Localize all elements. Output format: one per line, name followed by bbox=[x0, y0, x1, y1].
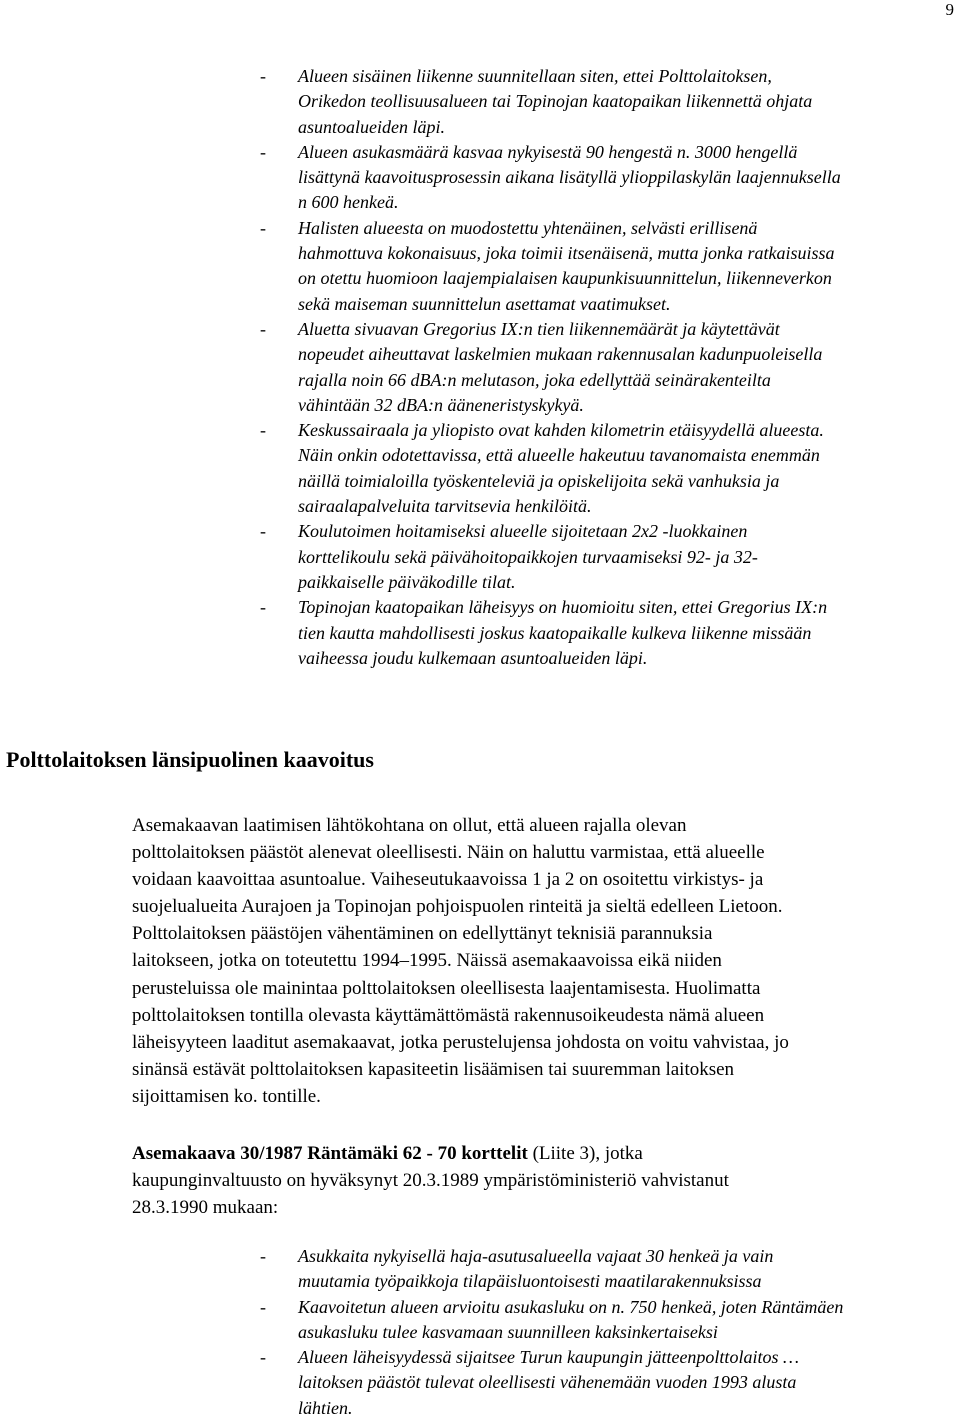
paragraph-line: läheisyyteen laaditut asemakaavat, jotka perustelujensa johdosta on voitu vahvistaa, jo bbox=[132, 1031, 789, 1053]
list-item bbox=[258, 519, 950, 595]
list-line: asuntoalueiden läpi. bbox=[298, 116, 445, 137]
paragraph-line: sinänsä estävät polttolaitoksen kapasiteetin lisäämisen tai suuremman laitoksen bbox=[132, 1058, 735, 1080]
list-dash: - bbox=[260, 1347, 266, 1368]
list-line: Alueen sisäinen liikenne suunnitellaan siten, ettei Polttolaitoksen, bbox=[298, 66, 772, 86]
list-dash: - bbox=[260, 141, 266, 162]
list-line: muutamia työpaikkoja tilapäisluontoisesti maatilarakennuksissa bbox=[298, 1271, 762, 1292]
list-item bbox=[258, 64, 950, 140]
body-paragraph bbox=[132, 812, 940, 1110]
paragraph-line: suojelualueita Aurajoen ja Topinojan pohjoispuolen rinteitä ja sieltä edelleen Lietoon. bbox=[132, 896, 783, 918]
list-line: vaiheessa joudu kulkemaan asuntoalueiden läpi. bbox=[298, 647, 648, 668]
list-line: Kaavoitetun alueen arvioitu asukasluku on n. 750 henkeä, joten Räntämäen bbox=[298, 1296, 844, 1317]
list-line: laitoksen päästöt tulevat oleellisesti vähenemään vuoden 1993 alusta bbox=[298, 1372, 797, 1393]
paragraph-line: 28.3.1990 mukaan: bbox=[132, 1197, 279, 1219]
plan-list bbox=[258, 1244, 950, 1421]
list-line: hahmottuva kokonaisuus, joka toimii itsenäisenä, mutta jonka ratkaisuissa bbox=[298, 243, 835, 264]
paragraph-line: perusteluissa ole mainintaa polttolaitoksen oleellisesta laajentamisesta. Huolimatta bbox=[132, 977, 761, 999]
list-item bbox=[258, 317, 950, 418]
paragraph-line: voidaan kaavoittaa asuntoalue. Vaiheseutukaavoissa 1 ja 2 on osoitettu virkistys- ja bbox=[132, 869, 764, 891]
list-line: Halisten alueesta on muodostettu yhtenäinen, selvästi erillisenä bbox=[298, 217, 758, 238]
list-dash: - bbox=[260, 217, 266, 238]
list-line: paikkaiselle päiväkodille tilat. bbox=[298, 571, 516, 592]
list-line: on otettu huomioon laajempialaisen kaupunkisuunnittelun, liikenneverkon bbox=[298, 268, 832, 289]
list-line: n 600 henkeä. bbox=[298, 192, 399, 213]
list-line: näillä toimialoilla työskenteleviä ja opiskelijoita sekä vanhuksia ja bbox=[298, 470, 780, 491]
list-line: Orikedon teollisuusalueen tai Topinojan kaatopaikan liikennettä ohjata bbox=[298, 91, 813, 112]
list-dash: - bbox=[260, 1296, 266, 1317]
paragraph-line: sijoittamisen ko. tontille. bbox=[132, 1085, 321, 1107]
list-item bbox=[258, 216, 950, 317]
list-line: sairaalapalveluita tarvitsevia henkilöitä. bbox=[298, 496, 592, 517]
requirements-list bbox=[258, 64, 950, 671]
list-line: Alueen asukasmäärä kasvaa nykyisestä 90 hengestä n. 3000 hengellä bbox=[298, 141, 798, 162]
list-line: Alueen läheisyydessä sijaitsee Turun kaupungin jätteenpolttolaitos … bbox=[298, 1347, 799, 1368]
list-dash: - bbox=[260, 420, 266, 441]
paragraph-line: laitokseen, jotka on toteutettu 1994–1995. Näissä asemakaavoissa eikä niiden bbox=[132, 950, 722, 972]
list-line: vähintään 32 dBA:n ääneneristyskykyä. bbox=[298, 394, 584, 415]
list-item bbox=[258, 418, 950, 519]
list-line: lähtien. bbox=[298, 1397, 353, 1418]
list-dash: - bbox=[260, 318, 266, 339]
list-line: Keskussairaala ja yliopisto ovat kahden kilometrin etäisyydellä alueesta. bbox=[298, 420, 824, 441]
list-line: Asukkaita nykyisellä haja-asutusalueella vajaat 30 henkeä ja vain bbox=[298, 1246, 774, 1266]
plan-paragraph bbox=[132, 1140, 940, 1221]
list-line: sekä maiseman suunnittelun asettamat vaatimukset. bbox=[298, 293, 671, 314]
list-line: Topinojan kaatopaikan läheisyys on huomioitu siten, ettei Gregorius IX:n bbox=[298, 597, 828, 618]
list-dash: - bbox=[260, 597, 266, 618]
section-heading: Polttolaitoksen länsipuolinen kaavoitus bbox=[6, 747, 374, 772]
list-dash: - bbox=[260, 66, 266, 86]
list-item bbox=[258, 1244, 950, 1295]
plan-title: Asemakaava 30/1987 Räntämäki 62 - 70 korttelit bbox=[132, 1143, 528, 1164]
list-item bbox=[258, 1345, 950, 1421]
paragraph-line: polttolaitoksen päästöt alenevat oleellisesti. Näin on haluttu varmistaa, että alueelle bbox=[132, 842, 765, 864]
list-line: Koulutoimen hoitamiseksi alueelle sijoitetaan 2x2 -luokkainen bbox=[298, 521, 748, 542]
list-item bbox=[258, 595, 950, 671]
paragraph-line: polttolaitoksen tontilla olevasta käyttämättömästä rakennusoikeudesta nämä alueen bbox=[132, 1004, 765, 1026]
list-line: korttelikoulu sekä päivähoitopaikkojen turvaamiseksi 92- ja 32- bbox=[298, 546, 758, 567]
list-item bbox=[258, 140, 950, 216]
list-line: nopeudet aiheuttavat laskelmien mukaan rakennusalan kadunpuoleisella bbox=[298, 344, 823, 365]
paragraph-line bbox=[132, 1140, 940, 1167]
list-dash: - bbox=[260, 1246, 266, 1266]
list-line: lisättynä kaavoitusprosessin aikana lisätyllä ylioppilaskylän laajennuksella bbox=[298, 167, 841, 188]
list-item bbox=[258, 1295, 950, 1346]
page-number: 9 bbox=[945, 0, 954, 19]
list-line: Näin onkin odotettavissa, että alueelle hakeutuu tavanomaista enemmän bbox=[298, 445, 820, 466]
list-line: tien kautta mahdollisesti joskus kaatopaikalle kulkeva liikenne missään bbox=[298, 622, 812, 643]
list-dash: - bbox=[260, 521, 266, 542]
paragraph-line: Polttolaitoksen päästöjen vähentäminen on edellyttänyt teknisiä parannuksia bbox=[132, 923, 713, 945]
plan-title-rest: (Liite 3), jotka bbox=[527, 1143, 643, 1164]
list-line: asukasluku tulee kasvamaan suunnilleen kaksinkertaiseksi bbox=[298, 1321, 718, 1342]
list-line: Aluetta sivuavan Gregorius IX:n tien liikennemäärät ja käytettävät bbox=[298, 318, 780, 339]
paragraph-line: Asemakaavan laatimisen lähtökohtana on ollut, että alueen rajalla olevan bbox=[132, 815, 687, 836]
list-line: rajalla noin 66 dBA:n melutason, joka edellyttää seinärakenteilta bbox=[298, 369, 771, 390]
paragraph-line: kaupunginvaltuusto on hyväksynyt 20.3.1989 ympäristöministeriö vahvistanut bbox=[132, 1170, 729, 1192]
